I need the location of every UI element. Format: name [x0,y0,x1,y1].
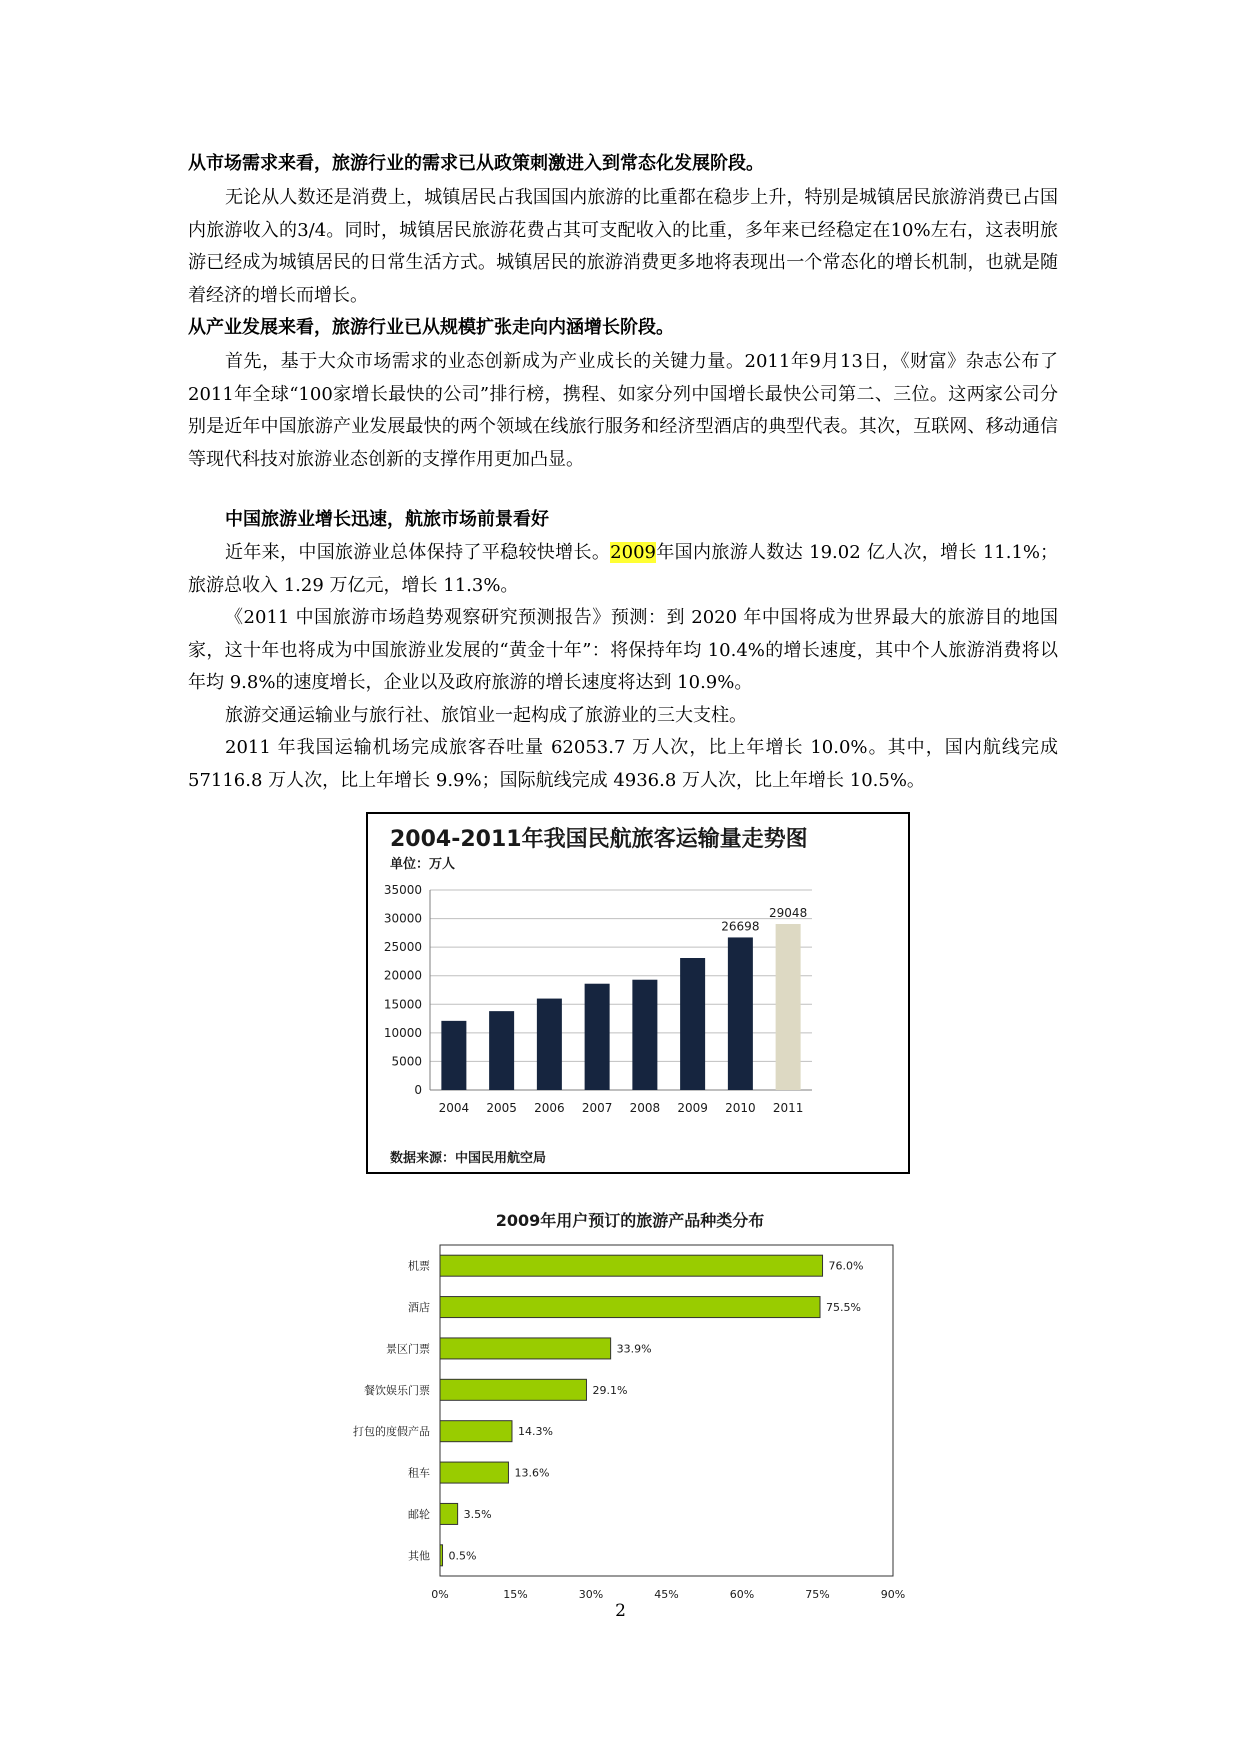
data-label: 76.0% [828,1259,864,1273]
x-tick-label: 2010 [725,1101,756,1115]
x-tick-label: 2004 [438,1101,470,1115]
y-tick-label: 5000 [391,1054,422,1069]
category-label: 租车 [408,1466,430,1480]
heading-tourism-growth: 中国旅游业增长迅速，航旅市场前景看好 [225,509,549,530]
bar-2011 [776,924,801,1090]
x-tick-label: 30% [578,1588,604,1601]
x-tick-label: 15% [503,1588,528,1601]
paragraph-business-innovation: 首先，基于大众市场需求的业态创新成为产业成长的关键力量。2011年9月13日，《财富》杂志公布了2011年全球“100家增长最快的公司”排行榜，携程、如家分列中国增长最快公司第二、三位。这两家公司分别是近年中国旅游产业发展最快的两个领域在线旅行服务和经济型酒店的典型代表。其次，互联网、移动通信等现代科技对旅游业态创新的支撑作用更加凸显。 [188,351,1058,470]
y-tick-label: 35000 [383,883,422,897]
hchart-title: 2009年用户预订的旅游产品种类分布 [495,1211,765,1230]
civil-aviation-chart-svg [368,814,908,1172]
heading-industry-development: 从产业发展来看，旅游行业已从规模扩张走向内涵增长阶段。 [188,317,674,338]
hbar-3 [440,1379,586,1400]
y-tick-label: 20000 [383,968,422,983]
x-tick-label: 2007 [581,1101,613,1115]
x-tick-label: 2009 [677,1101,708,1115]
hbar-1 [440,1297,820,1318]
hbar-2 [440,1338,611,1359]
data-label: 13.6% [514,1466,550,1480]
hbar-6 [440,1503,458,1524]
category-label: 打包的度假产品 [353,1425,430,1439]
hbar-5 [440,1462,508,1483]
bar-2007 [585,984,610,1090]
bar-2005 [489,1011,514,1090]
heading-market-demand: 从市场需求来看，旅游行业的需求已从政策刺激进入到常态化发展阶段。 [188,153,764,174]
bar-2009 [680,958,705,1090]
y-tick-label: 15000 [383,997,422,1012]
category-label: 邮轮 [408,1507,430,1521]
y-tick-label: 0 [414,1083,422,1097]
x-tick-label: 90% [880,1588,906,1601]
chart-source: 数据来源：中国民用航空局 [390,1151,547,1166]
hbar-0 [440,1255,823,1276]
x-tick-label: 2005 [486,1101,517,1115]
paragraph-urban-residents: 无论从人数还是消费上，城镇居民占我国国内旅游的比重都在稳步上升，特别是城镇居民旅游消费已占国内旅游收入的3/4。同时，城镇居民旅游花费占其可支配收入的比重，多年来已经稳定在10%左右，这表明旅游已经成为城镇居民的日常生活方式。城镇居民的旅游消费更多地将表现出一个常态化的增长机制，也就是随着经济的增长而增长。 [188,187,1058,306]
data-label: 0.5% [448,1549,477,1563]
data-label: 29048 [769,906,808,921]
chart-title: 2004-2011年我国民航旅客运输量走势图 [390,827,808,852]
x-tick-label: 2008 [629,1101,661,1115]
category-label: 景区门票 [386,1342,430,1356]
chart-unit-label: 单位：万人 [390,857,456,872]
data-label: 26698 [721,919,760,934]
bar-2008 [632,980,657,1090]
category-label: 酒店 [408,1301,430,1315]
text-section-1 [188,148,1058,476]
data-label: 14.3% [517,1425,553,1439]
tourism-stats-text-b: 年国内旅游人数达 19.02 亿人次，增长 11.1%；旅游总收入 1.29 万亿元，增长 11.3%。 [188,542,1058,596]
paragraph-tourism-stats [188,537,1058,602]
travel-products-chart-svg [330,1204,910,1604]
page-number: 2 [615,1601,626,1621]
category-label: 机票 [408,1259,430,1273]
category-label: 餐饮娱乐门票 [364,1383,430,1397]
x-tick-label: 2011 [772,1101,804,1115]
y-tick-label: 10000 [383,1025,422,1040]
text-section-2 [188,504,1058,797]
x-tick-label: 75% [805,1588,830,1601]
data-label: 3.5% [463,1507,492,1521]
tourism-stats-text-a: 近年来，中国旅游业总体保持了平稳较快增长。 [225,542,611,563]
x-tick-label: 60% [729,1588,755,1601]
paragraph-three-pillars: 旅游交通运输业与旅行社、旅馆业一起构成了旅游业的三大支柱。 [225,704,747,726]
data-label: 33.9% [616,1342,652,1356]
plot-frame [440,1245,893,1576]
bar-2010 [728,937,753,1090]
y-tick-label: 30000 [383,911,422,926]
data-label: 75.5% [826,1301,861,1315]
category-label: 其他 [408,1549,430,1563]
y-tick-label: 25000 [383,940,422,955]
highlighted-year: 2009 [610,542,656,563]
data-label: 29.1% [592,1383,628,1397]
hbar-7 [440,1545,443,1566]
hbar-4 [440,1421,512,1442]
civil-aviation-chart [366,812,910,1174]
bar-2006 [537,999,562,1090]
travel-products-chart [330,1204,910,1604]
bar-2004 [441,1021,466,1090]
x-tick-label: 0% [431,1588,449,1601]
paragraph-forecast-report: 《2011 中国旅游市场趋势观察研究预测报告》预测：到 2020 年中国将成为世界最大的旅游目的地国家，这十年也将成为中国旅游业发展的“黄金十年”：将保持年均 10.4%的增长速度，其中个人旅游消费将以年均 9.8%的速度增长，企业以及政府旅游的增长速度将达到 10.9%。 [188,607,1058,693]
x-tick-label: 45% [654,1588,679,1601]
x-tick-label: 2006 [534,1101,565,1115]
paragraph-airport-passengers: 2011 年我国运输机场完成旅客吞吐量 62053.7 万人次，比上年增长 10.0%。其中，国内航线完成57116.8 万人次，比上年增长 9.9%；国际航线完成 4936.8 万人次，比上年增长 10.5%。 [188,737,1058,791]
